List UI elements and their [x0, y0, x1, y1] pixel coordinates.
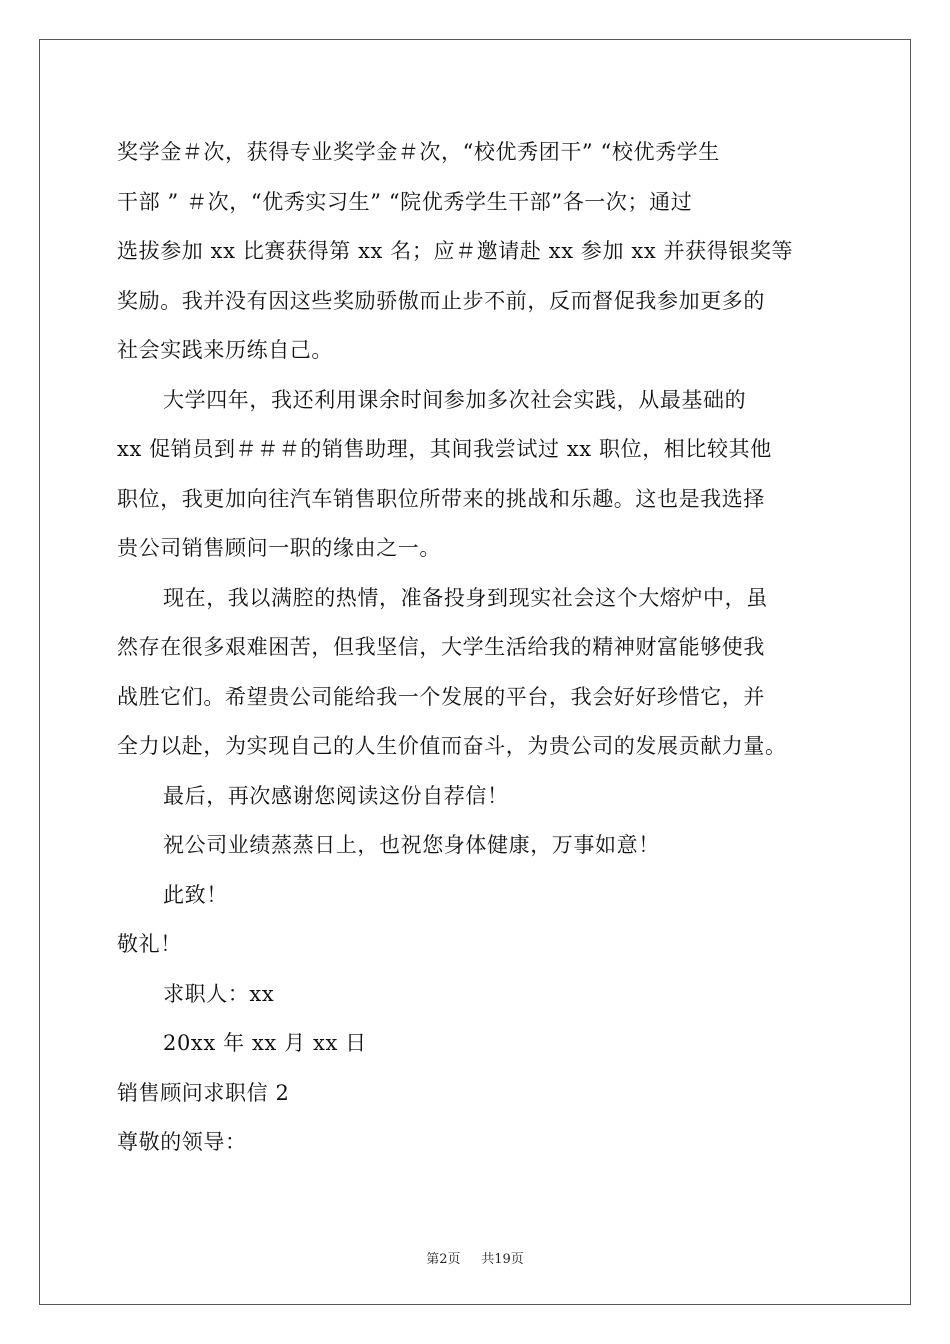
greeting-line: 尊敬的领导： [117, 1130, 247, 1154]
text-line: 然存在很多艰难困苦，但我坚信，大学生活给我的精神财富能够使我 [117, 635, 765, 659]
text-line: 现在，我以满腔的热情，准备投身到现实社会这个大熔炉中，虽 [163, 585, 768, 610]
text-line: 最后，再次感谢您阅读这份自荐信！ [163, 783, 509, 808]
text-line: 全力以赴，为实现自己的人生价值而奋斗，为贵公司的发展贡献力量。 [117, 734, 787, 758]
page-number: 第2页 [426, 1252, 461, 1267]
text-line: 干部 ” ＃次，“优秀实习生” “院优秀学生干部”各一次；通过 [117, 189, 693, 214]
page-footer [0, 1248, 950, 1267]
text-line: 大学四年，我还利用课余时间参加多次社会实践，从最基础的 [163, 387, 747, 412]
text-line: 社会实践来历练自己。 [117, 338, 333, 362]
text-line: 战胜它们。希望贵公司能给我一个发展的平台，我会好好珍惜它，并 [117, 684, 765, 709]
date-line: 20xx 年 xx 月 xx 日 [163, 1031, 367, 1055]
signature-line: 求职人：xx [163, 981, 275, 1006]
text-line: 祝公司业绩蒸蒸日上，也祝您身体健康，万事如意！ [163, 833, 660, 857]
total-pages: 共19页 [481, 1252, 524, 1267]
text-line: 奖励。我并没有因这些奖励骄傲而止步不前，反而督促我参加更多的 [117, 288, 765, 313]
text-line: 贵公司销售顾问一职的缘由之一。 [117, 536, 441, 560]
text-line: 职位，我更加向往汽车销售职位所带来的挑战和乐趣。这也是我选择 [117, 486, 765, 511]
salutation-line: 敬礼！ [117, 932, 182, 956]
document-body [117, 128, 837, 1168]
section-title: 销售顾问求职信 2 [117, 1080, 290, 1105]
text-line: xx 促销员到＃＃＃的销售助理，其间我尝试过 xx 职位，相比较其他 [117, 437, 772, 461]
text-line: 奖学金＃次，获得专业奖学金＃次，“校优秀团干” “校优秀学生 [117, 140, 720, 164]
text-line: 选拔参加 xx 比赛获得第 xx 名；应＃邀请赴 xx 参加 xx 并获得银奖等 [117, 239, 794, 263]
closing-line: 此致！ [163, 882, 228, 907]
